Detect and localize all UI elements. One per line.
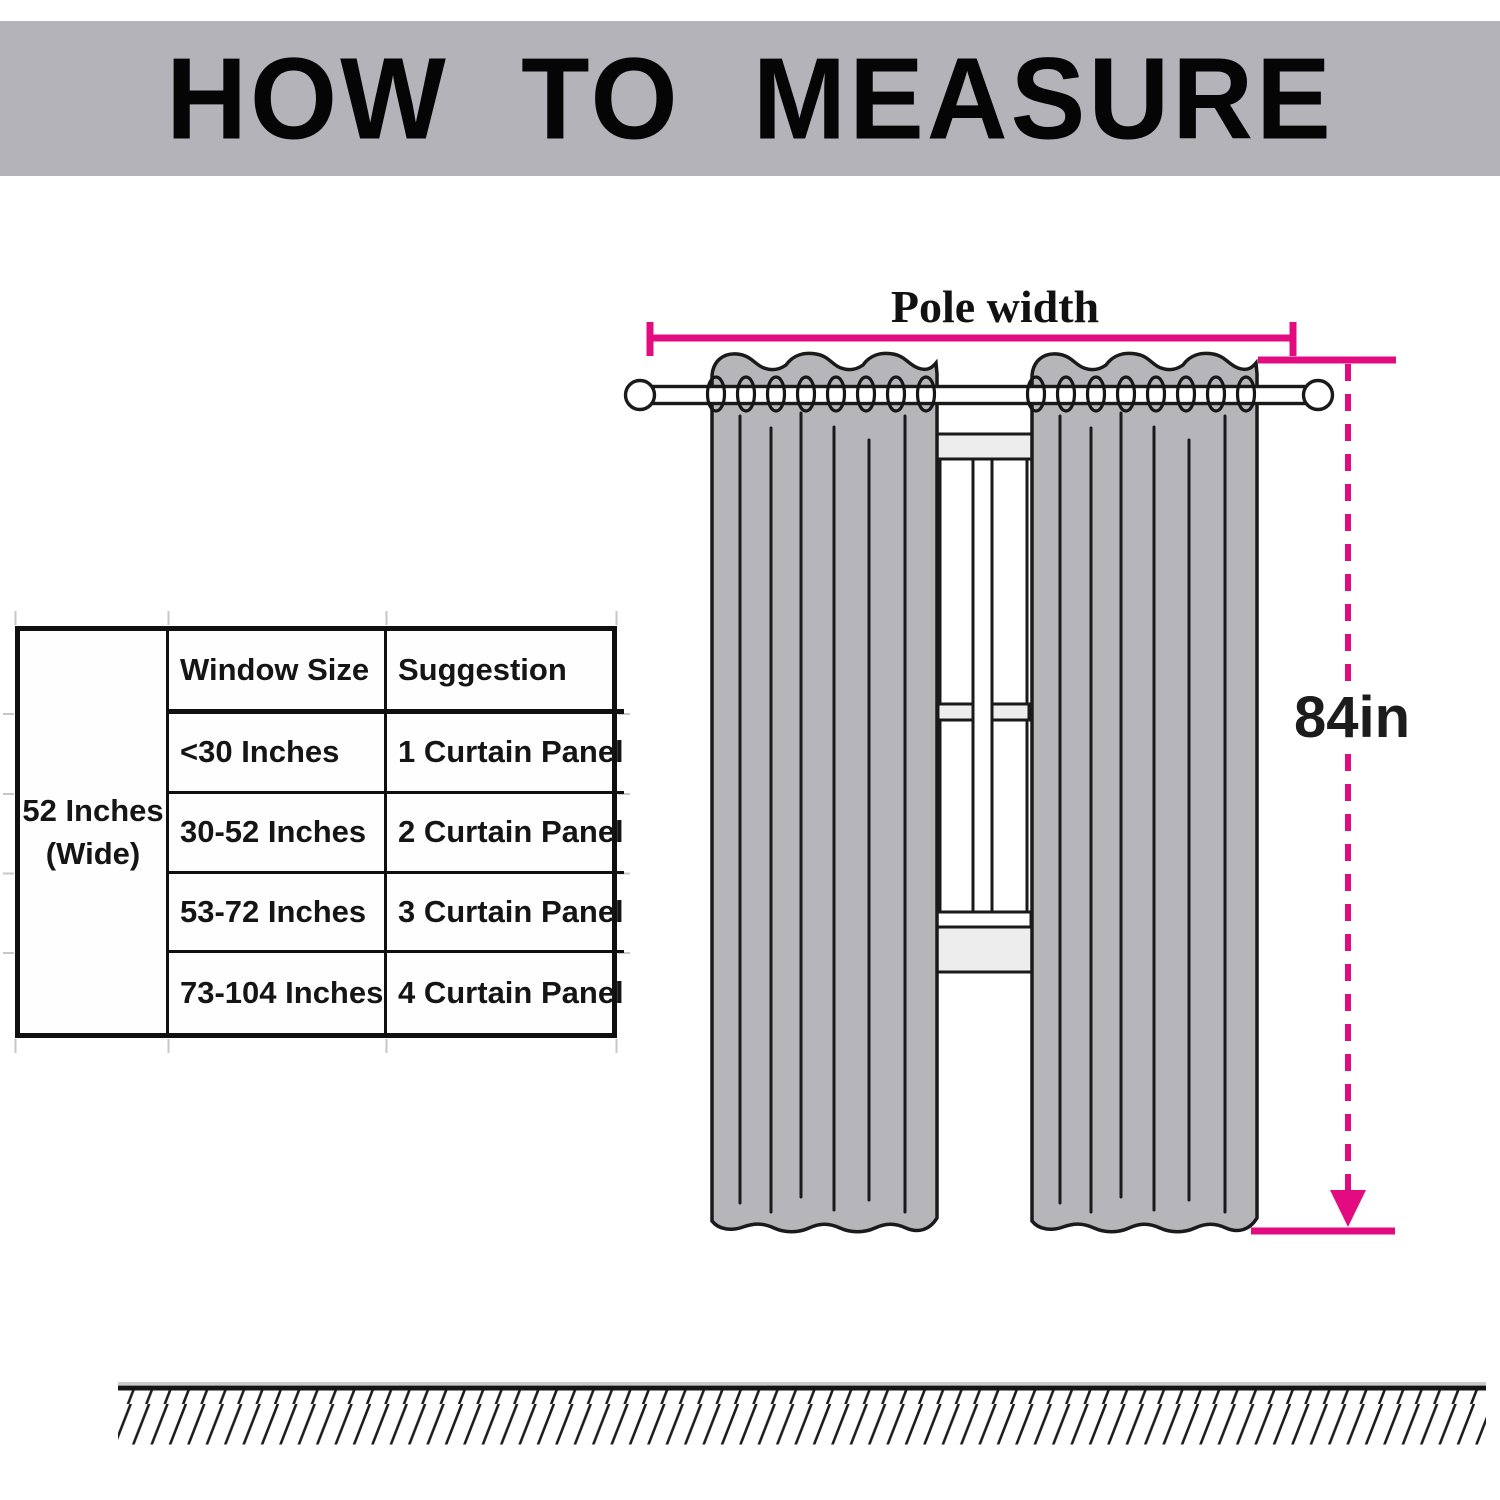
- column-header-suggestion: Suggestion: [387, 631, 624, 714]
- table-cell-window-size: 53-72 Inches: [169, 874, 387, 954]
- page-title: HOW TO MEASURE: [166, 33, 1334, 164]
- curtain-length-label: 84in: [1286, 688, 1418, 748]
- table-cell-suggestion: 2 Curtain Panel: [387, 794, 624, 874]
- table-cell-suggestion: 4 Curtain Panel: [398, 975, 624, 1011]
- rod-finial-left: [626, 381, 655, 410]
- window-sill: [933, 927, 1034, 972]
- curtain-panel-right: [1032, 353, 1257, 1231]
- column-header-window-size: Window Size: [169, 631, 387, 714]
- pole-width-label: Pole width: [890, 281, 1100, 332]
- curtain-panel-left: [712, 353, 937, 1231]
- window: [933, 434, 1034, 972]
- window-head-bar: [935, 434, 1033, 459]
- table-rowspan-width-cell: [20, 631, 169, 1033]
- floor-hatching: [118, 1391, 1486, 1445]
- table-cell-window-size: 73-104 Inches: [169, 953, 387, 1033]
- window-mullion: [973, 459, 992, 914]
- window-bottom-rail: [936, 912, 1031, 927]
- width-label-line2: (Wide): [45, 836, 141, 871]
- table-cell-window-size: 30-52 Inches: [169, 794, 387, 874]
- down-arrow-icon: [1330, 1190, 1366, 1227]
- floor: [118, 1384, 1486, 1445]
- rod-finial-right: [1304, 381, 1333, 410]
- curtain-rod: [626, 381, 1333, 410]
- table-cell-suggestion: 1 Curtain Panel: [387, 714, 624, 794]
- width-label-line1: 52 Inches: [22, 792, 164, 828]
- table-cell-window-size: <30 Inches: [169, 714, 387, 794]
- curtain-length-measurement: [1251, 360, 1396, 1231]
- table-cell-suggestion: 3 Curtain Panel: [387, 874, 624, 954]
- size-table: [15, 626, 624, 1038]
